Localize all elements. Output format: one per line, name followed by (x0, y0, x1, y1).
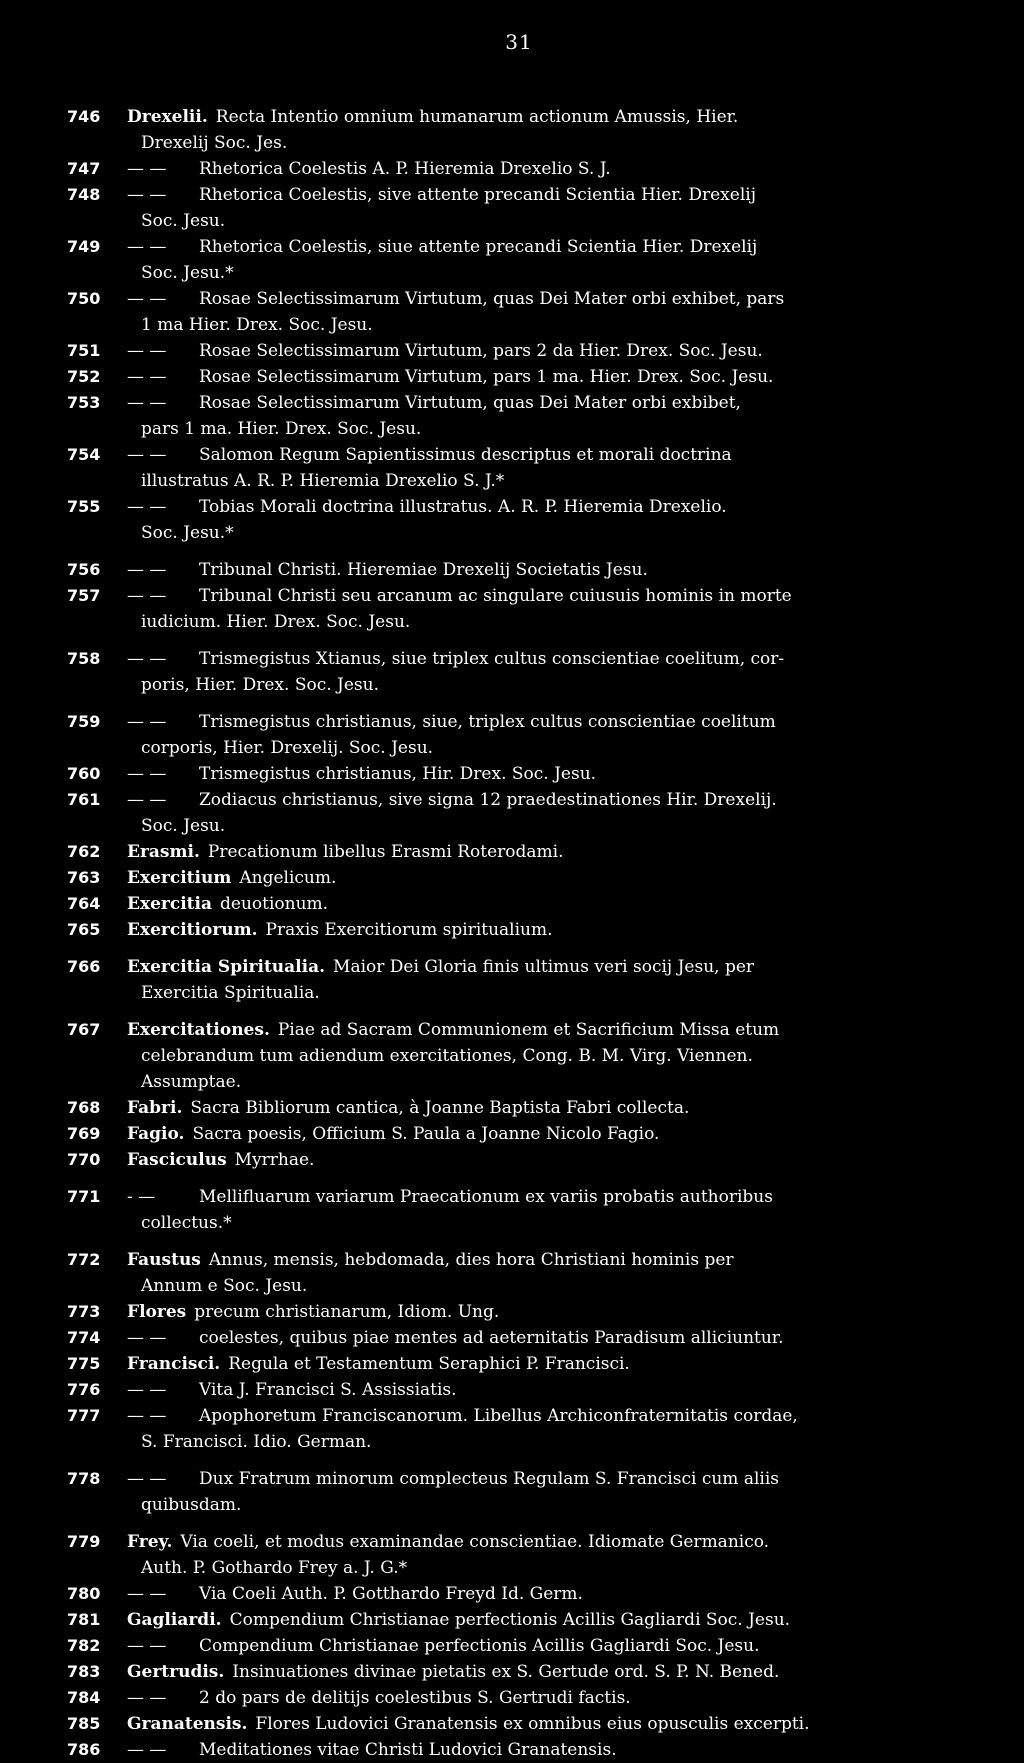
entry-body (127, 1095, 962, 1121)
entry-body (127, 1711, 962, 1737)
entry-number: 751 (67, 341, 101, 360)
entry-title: precum christianarum, Idiom. Ung. (194, 1302, 500, 1322)
catalog-entry (67, 761, 962, 787)
entry-body (127, 1581, 962, 1607)
entry-continuation: poris, Hier. Drex. Soc. Jesu. (141, 675, 379, 695)
catalog-entry (67, 1351, 962, 1377)
entry-number: 754 (67, 445, 101, 464)
ditto-dash: — — (127, 764, 167, 784)
entry-heading: Frey. (127, 1532, 173, 1552)
entry-number: 766 (67, 957, 101, 976)
entry-number: 786 (67, 1740, 101, 1759)
catalog-entry (67, 442, 962, 494)
ditto-dash: — — (127, 1636, 167, 1656)
entry-number: 780 (67, 1584, 101, 1603)
catalog-entry (67, 1377, 962, 1403)
entry-heading: Gagliardi. (127, 1610, 222, 1630)
catalog-entry (67, 390, 962, 442)
catalog-entry (67, 234, 962, 286)
entry-continuation: Assumptae. (141, 1072, 242, 1092)
entry-body (127, 865, 962, 891)
ditto-dash: — — (127, 367, 167, 387)
catalog-entry (67, 104, 962, 156)
entry-title: Rosae Selectissimarum Virtutum, pars 2 da Hier. Drex. Soc. Jesu. (199, 341, 763, 361)
catalog-entry (67, 1325, 962, 1351)
entry-number: 752 (67, 367, 101, 386)
catalog-entry (67, 1685, 962, 1711)
entry-body (127, 891, 962, 917)
catalog-entry (67, 891, 962, 917)
entry-body (127, 1659, 962, 1685)
entry-number: 747 (67, 159, 101, 178)
entry-body (127, 917, 962, 943)
entry-body (127, 1607, 962, 1633)
catalog-entry (67, 1581, 962, 1607)
ditto-dash: — — (127, 445, 167, 465)
entry-number: 781 (67, 1610, 101, 1629)
entry-title: Via coeli, et modus examinandae conscientiae. Idiomate Germanico. (180, 1532, 770, 1552)
entry-continuation: Drexelij Soc. Jes. (141, 133, 288, 153)
ditto-dash: — — (127, 560, 167, 580)
entry-number: 784 (67, 1688, 101, 1707)
entry-body (127, 390, 962, 442)
entry-title: Regula et Testamentum Seraphici P. Francisci. (228, 1354, 630, 1374)
catalog-entry (67, 338, 962, 364)
entry-continuation: Soc. Jesu.* (141, 263, 234, 283)
entry-number: 753 (67, 393, 101, 412)
entry-title: Recta Intentio omnium humanarum actionum Amussis, Hier. (215, 107, 739, 127)
entry-body (127, 1247, 962, 1299)
entry-title: Trismegistus christianus, siue, triplex cultus conscientiae coelitum (199, 712, 776, 732)
ditto-dash: — — (127, 159, 167, 179)
entry-continuation: quibusdam. (141, 1495, 242, 1515)
ditto-dash: — — (127, 1584, 167, 1604)
entry-title: Precationum libellus Erasmi Roterodami. (207, 842, 564, 862)
entry-title: Tribunal Christi. Hieremiae Drexelij Societatis Jesu. (199, 560, 648, 580)
entry-title: Tobias Morali doctrina illustratus. A. R. P. Hieremia Drexelio. (199, 497, 727, 517)
entry-title: Dux Fratrum minorum complecteus Regulam S. Francisci cum aliis (199, 1469, 779, 1489)
entry-heading: Erasmi. (127, 842, 200, 862)
entry-title: Myrrhae. (234, 1150, 315, 1170)
entry-title: Trismegistus christianus, Hir. Drex. Soc. Jesu. (199, 764, 597, 784)
entry-title: Salomon Regum Sapientissimus descriptus et morali doctrina (199, 445, 732, 465)
entry-body (127, 1325, 962, 1351)
ditto-dash: — — (127, 790, 167, 810)
entry-body (127, 156, 962, 182)
catalog-entry (67, 156, 962, 182)
entry-title: Tribunal Christi seu arcanum ac singulare cuiusuis hominis in morte (199, 586, 792, 606)
entry-continuation: pars 1 ma. Hier. Drex. Soc. Jesu. (141, 419, 422, 439)
ditto-dash: — — (127, 586, 167, 606)
catalog-entry (67, 954, 962, 1006)
entry-number: 761 (67, 790, 101, 809)
catalog-entry (67, 494, 962, 546)
entry-body (127, 1184, 962, 1236)
catalog-entry (67, 1247, 962, 1299)
entry-number: 772 (67, 1250, 101, 1269)
entry-title: Meditationes vitae Christi Ludovici Granatensis. (199, 1740, 617, 1760)
entry-title: Angelicum. (239, 868, 337, 888)
ditto-dash: — — (127, 649, 167, 669)
entry-continuation: celebrandum tum adiendum exercitationes, Cong. B. M. Virg. Viennen. (141, 1046, 753, 1066)
entry-number: 758 (67, 649, 101, 668)
entry-body (127, 1529, 962, 1581)
entry-title: Flores Ludovici Granatensis ex omnibus eius opusculis excerpti. (255, 1714, 810, 1734)
entry-number: 775 (67, 1354, 101, 1373)
entry-title: Praxis Exercitiorum spiritualium. (265, 920, 553, 940)
ditto-dash: — — (127, 1469, 167, 1489)
entry-body (127, 1737, 962, 1763)
entry-number: 771 (67, 1187, 101, 1206)
entry-title: Rosae Selectissimarum Virtutum, quas Dei Mater orbi exbibet, (199, 393, 741, 413)
entry-body (127, 338, 962, 364)
entry-title: Compendium Christianae perfectionis Acillis Gagliardi Soc. Jesu. (229, 1610, 791, 1630)
entry-number: 769 (67, 1124, 101, 1143)
ditto-dash: — — (127, 289, 167, 309)
entry-title: Apophoretum Franciscanorum. Libellus Archiconfraternitatis cordae, (199, 1406, 798, 1426)
entry-title: Rhetorica Coelestis, siue attente precandi Scientia Hier. Drexelij (199, 237, 758, 257)
entry-number: 748 (67, 185, 101, 204)
ditto-dash: — — (127, 1406, 167, 1426)
entry-title: Rosae Selectissimarum Virtutum, pars 1 ma. Hier. Drex. Soc. Jesu. (199, 367, 774, 387)
ditto-dash: — — (127, 1688, 167, 1708)
page-number: 31 (505, 30, 533, 54)
entry-continuation: corporis, Hier. Drexelij. Soc. Jesu. (141, 738, 434, 758)
entry-number: 773 (67, 1302, 101, 1321)
entry-number: 770 (67, 1150, 101, 1169)
entry-body (127, 364, 962, 390)
entry-title: Rhetorica Coelestis A. P. Hieremia Drexelio S. J. (199, 159, 611, 179)
entry-title: Mellifluarum variarum Praecationum ex variis probatis authoribus (199, 1187, 773, 1207)
entry-number: 765 (67, 920, 101, 939)
entry-number: 756 (67, 560, 101, 579)
entry-title: Rosae Selectissimarum Virtutum, quas Dei Mater orbi exhibet, pars (199, 289, 785, 309)
entry-title: Compendium Christianae perfectionis Acillis Gagliardi Soc. Jesu. (199, 1636, 760, 1656)
catalog-entry (67, 787, 962, 839)
ditto-dash: — — (127, 393, 167, 413)
entry-body (127, 1466, 962, 1518)
entry-number: 755 (67, 497, 101, 516)
entry-title: deuotionum. (220, 894, 329, 914)
entry-number: 750 (67, 289, 101, 308)
entry-number: 760 (67, 764, 101, 783)
entry-continuation: S. Francisci. Idio. German. (141, 1432, 372, 1452)
entry-title: Maior Dei Gloria finis ultimus veri socij Jesu, per (333, 957, 755, 977)
catalog-entry (67, 286, 962, 338)
entry-body (127, 286, 962, 338)
catalog-entry (67, 1659, 962, 1685)
entry-title: Annus, mensis, hebdomada, dies hora Christiani hominis per (208, 1250, 734, 1270)
ditto-dash: — — (127, 185, 167, 205)
ditto-dash: — — (127, 237, 167, 257)
entry-body (127, 1403, 962, 1455)
entry-number: 779 (67, 1532, 101, 1551)
entry-number: 778 (67, 1469, 101, 1488)
catalog-entries (67, 104, 962, 1763)
catalog-entry (67, 182, 962, 234)
ditto-dash: - — (127, 1187, 156, 1207)
catalog-entry (67, 1737, 962, 1763)
entry-body (127, 442, 962, 494)
entry-title: Sacra poesis, Officium S. Paula a Joanne Nicolo Fagio. (192, 1124, 660, 1144)
entry-title: Zodiacus christianus, sive signa 12 praedestinationes Hir. Drexelij. (199, 790, 777, 810)
entry-title: Piae ad Sacram Communionem et Sacrificium Missa etum (277, 1020, 780, 1040)
entry-body (127, 1121, 962, 1147)
entry-number: 782 (67, 1636, 101, 1655)
entry-number: 749 (67, 237, 101, 256)
ditto-dash: — — (127, 1380, 167, 1400)
catalog-entry (67, 1633, 962, 1659)
ditto-dash: — — (127, 1740, 167, 1760)
entry-heading: Granatensis. (127, 1714, 248, 1734)
entry-heading: Exercitia (127, 894, 212, 914)
entry-heading: Exercitationes. (127, 1020, 270, 1040)
catalog-entry (67, 646, 962, 698)
catalog-entry (67, 1529, 962, 1581)
entry-continuation: Soc. Jesu. (141, 211, 226, 231)
entry-continuation: iudicium. Hier. Drex. Soc. Jesu. (141, 612, 411, 632)
entry-body (127, 1377, 962, 1403)
entry-heading: Francisci. (127, 1354, 221, 1374)
entry-number: 759 (67, 712, 101, 731)
entry-continuation: Auth. P. Gothardo Frey a. J. G.* (141, 1558, 408, 1578)
entry-body (127, 709, 962, 761)
entry-title: Sacra Bibliorum cantica, à Joanne Baptista Fabri collecta. (190, 1098, 690, 1118)
entry-number: 763 (67, 868, 101, 887)
entry-body (127, 1351, 962, 1377)
entry-body (127, 234, 962, 286)
entry-number: 785 (67, 1714, 101, 1733)
entry-continuation: 1 ma Hier. Drex. Soc. Jesu. (141, 315, 373, 335)
entry-title: Rhetorica Coelestis, sive attente precandi Scientia Hier. Drexelij (199, 185, 756, 205)
entry-body (127, 787, 962, 839)
catalog-entry (67, 839, 962, 865)
entry-heading: Fagio. (127, 1124, 185, 1144)
entry-continuation: illustratus A. R. P. Hieremia Drexelio S. J.* (141, 471, 505, 491)
entry-heading: Gertrudis. (127, 1662, 225, 1682)
catalog-entry (67, 583, 962, 635)
entry-body (127, 583, 962, 635)
entry-continuation: Exercitia Spiritualia. (141, 983, 320, 1003)
entry-heading: Flores (127, 1302, 187, 1322)
entry-title: Via Coeli Auth. P. Gotthardo Freyd Id. Germ. (199, 1584, 583, 1604)
entry-body (127, 494, 962, 546)
catalog-entry (67, 1466, 962, 1518)
entry-body (127, 1147, 962, 1173)
entry-body (127, 557, 962, 583)
entry-heading: Fabri. (127, 1098, 183, 1118)
catalog-entry (67, 1711, 962, 1737)
entry-number: 774 (67, 1328, 101, 1347)
catalog-entry (67, 1095, 962, 1121)
catalog-entry (67, 917, 962, 943)
entry-body (127, 954, 962, 1006)
entry-number: 767 (67, 1020, 101, 1039)
ditto-dash: — — (127, 497, 167, 517)
entry-continuation: Annum e Soc. Jesu. (141, 1276, 308, 1296)
entry-body (127, 1299, 962, 1325)
entry-title: Insinuationes divinae pietatis ex S. Gertude ord. S. P. N. Bened. (232, 1662, 780, 1682)
entry-heading: Exercitium (127, 868, 232, 888)
entry-continuation: Soc. Jesu.* (141, 523, 234, 543)
catalog-entry (67, 1184, 962, 1236)
catalog-entry (67, 1299, 962, 1325)
entry-heading: Fasciculus (127, 1150, 227, 1170)
entry-number: 764 (67, 894, 101, 913)
entry-title: Vita J. Francisci S. Assissiatis. (199, 1380, 457, 1400)
entry-body (127, 646, 962, 698)
catalog-entry (67, 1607, 962, 1633)
entry-continuation: Soc. Jesu. (141, 816, 226, 836)
entry-body (127, 1685, 962, 1711)
entry-heading: Exercitia Spiritualia. (127, 957, 326, 977)
entry-body (127, 839, 962, 865)
entry-title: 2 do pars de delitijs coelestibus S. Gertrudi factis. (199, 1688, 631, 1708)
catalog-entry (67, 557, 962, 583)
catalog-entry (67, 865, 962, 891)
catalog-entry (67, 1017, 962, 1095)
entry-heading: Faustus (127, 1250, 201, 1270)
catalog-entry (67, 1147, 962, 1173)
entry-number: 776 (67, 1380, 101, 1399)
catalog-entry (67, 709, 962, 761)
entry-title: coelestes, quibus piae mentes ad aeternitatis Paradisum alliciuntur. (199, 1328, 784, 1348)
entry-number: 757 (67, 586, 101, 605)
catalog-entry (67, 364, 962, 390)
entry-body (127, 761, 962, 787)
entry-body (127, 182, 962, 234)
entry-continuation: collectus.* (141, 1213, 232, 1233)
ditto-dash: — — (127, 712, 167, 732)
ditto-dash: — — (127, 341, 167, 361)
entry-number: 777 (67, 1406, 101, 1425)
entry-heading: Drexelii. (127, 107, 208, 127)
entry-body (127, 1017, 962, 1095)
entry-number: 768 (67, 1098, 101, 1117)
catalog-entry (67, 1121, 962, 1147)
entry-number: 783 (67, 1662, 101, 1681)
entry-number: 762 (67, 842, 101, 861)
catalog-entry (67, 1403, 962, 1455)
ditto-dash: — — (127, 1328, 167, 1348)
entry-body (127, 104, 962, 156)
entry-title: Trismegistus Xtianus, siue triplex cultus conscientiae coelitum, cor- (199, 649, 785, 669)
entry-body (127, 1633, 962, 1659)
entry-number: 746 (67, 107, 101, 126)
entry-heading: Exercitiorum. (127, 920, 258, 940)
